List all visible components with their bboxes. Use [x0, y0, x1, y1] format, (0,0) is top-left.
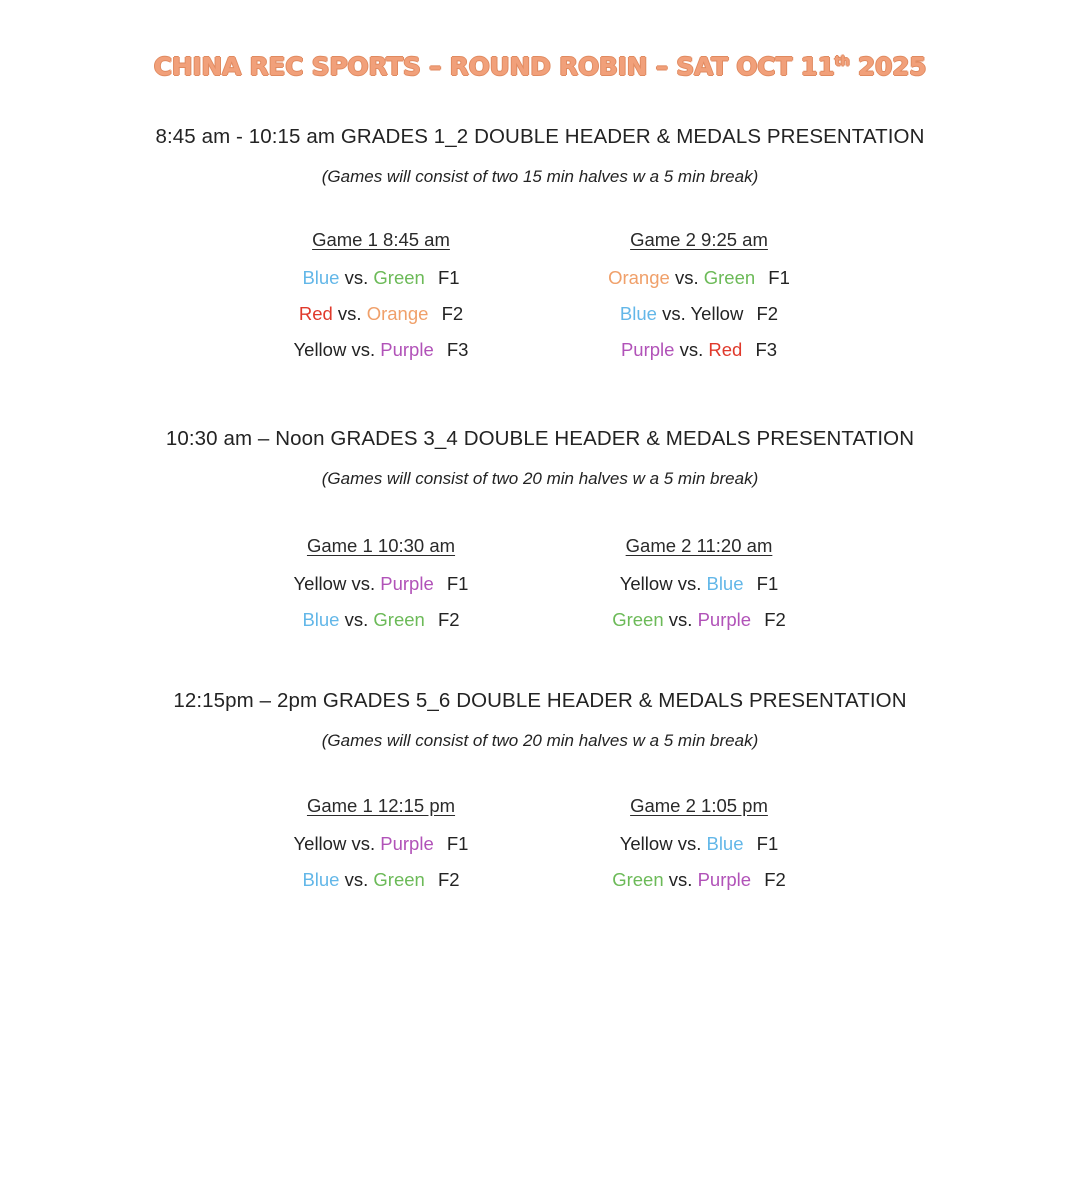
field-label: F2 [437, 609, 460, 630]
team-name: Orange [366, 303, 429, 324]
team-name: Yellow [619, 833, 673, 854]
team-name: Green [612, 609, 664, 630]
matchup-row [549, 609, 849, 631]
game-column [549, 795, 849, 905]
game-column [231, 535, 531, 645]
field-label: F1 [756, 573, 779, 594]
vs-label: vs. [351, 573, 376, 594]
team-name: Green [703, 267, 756, 288]
field-label: F2 [441, 303, 464, 324]
matchup-row [231, 303, 531, 325]
vs-label: vs. [668, 869, 693, 890]
page-title-ordinal: th [834, 54, 850, 70]
field-label: F2 [437, 869, 460, 890]
page-title [0, 52, 1080, 81]
session-grades-3-4 [0, 427, 1080, 645]
vs-label: vs. [662, 303, 686, 324]
team-name: Red [708, 339, 743, 360]
game-title: Game 2 1:05 pm [630, 795, 768, 816]
field-label: F3 [446, 339, 469, 360]
matchup-row [549, 339, 849, 361]
game-column [549, 535, 849, 645]
game-column [231, 229, 531, 375]
team-name: Blue [706, 833, 744, 854]
game-title: Game 2 9:25 am [630, 229, 768, 250]
vs-label: vs. [337, 303, 362, 324]
field-label: F1 [437, 267, 460, 288]
game-title: Game 2 11:20 am [625, 535, 773, 556]
session-grades-5-6 [0, 689, 1080, 905]
games-row [0, 535, 1080, 645]
team-name: Green [373, 869, 425, 890]
game-title: Game 1 8:45 am [312, 229, 450, 250]
team-name: Yellow [293, 833, 347, 854]
team-name: Blue [706, 573, 744, 594]
game-title: Game 1 12:15 pm [306, 795, 456, 816]
field-label: F1 [446, 573, 469, 594]
session-grades-1-2 [0, 125, 1080, 375]
team-name: Blue [302, 609, 340, 630]
matchup-row [549, 833, 849, 855]
team-name: Orange [608, 267, 670, 288]
team-name: Yellow [293, 339, 347, 360]
matchup-row [549, 267, 849, 289]
team-name: Purple [380, 833, 434, 854]
team-name: Green [373, 267, 425, 288]
vs-label: vs. [344, 609, 369, 630]
team-name: Purple [380, 339, 434, 360]
field-label: F1 [768, 267, 790, 288]
game-title: Game 1 10:30 am [306, 535, 456, 556]
session-note: (Games will consist of two 15 min halves w a 5 min break) [321, 167, 759, 186]
vs-label: vs. [677, 833, 702, 854]
matchup-row [231, 869, 531, 891]
team-name: Red [298, 303, 333, 324]
team-name: Purple [620, 339, 675, 360]
team-name: Purple [697, 609, 752, 630]
matchup-row [231, 339, 531, 361]
vs-label: vs. [344, 267, 369, 288]
matchup-row [231, 573, 531, 595]
field-label: F1 [756, 833, 779, 854]
vs-label: vs. [351, 833, 376, 854]
field-label: F1 [446, 833, 469, 854]
team-name: Purple [380, 573, 434, 594]
field-label: F2 [764, 869, 786, 890]
vs-label: vs. [679, 339, 704, 360]
game-column [231, 795, 531, 905]
session-header: 10:30 am – Noon GRADES 3_4 DOUBLE HEADER & MEDALS PRESENTATION [165, 427, 915, 450]
vs-label: vs. [668, 609, 693, 630]
vs-label: vs. [674, 267, 699, 288]
team-name: Yellow [619, 573, 673, 594]
game-column [549, 229, 849, 375]
matchup-row [549, 303, 849, 325]
matchup-row [549, 869, 849, 891]
vs-label: vs. [344, 869, 369, 890]
vs-label: vs. [677, 573, 702, 594]
games-row [0, 795, 1080, 905]
team-name: Blue [302, 267, 340, 288]
team-name: Yellow [293, 573, 347, 594]
team-name: Green [373, 609, 425, 630]
team-name: Purple [697, 869, 752, 890]
schedule-page [0, 52, 1080, 1194]
matchup-row [231, 609, 531, 631]
matchup-row [549, 573, 849, 595]
matchup-row [231, 833, 531, 855]
field-label: F2 [764, 609, 786, 630]
page-title-year: 2025 [849, 52, 927, 81]
team-name: Blue [302, 869, 340, 890]
team-name: Green [612, 869, 664, 890]
session-note: (Games will consist of two 20 min halves w a 5 min break) [321, 731, 759, 750]
field-label: F3 [755, 339, 778, 360]
games-row [0, 229, 1080, 375]
field-label: F2 [756, 303, 779, 324]
team-name: Blue [619, 303, 657, 324]
session-header: 8:45 am - 10:15 am GRADES 1_2 DOUBLE HEADER & MEDALS PRESENTATION [155, 125, 925, 148]
matchup-row [231, 267, 531, 289]
session-note: (Games will consist of two 20 min halves w a 5 min break) [321, 469, 759, 488]
vs-label: vs. [351, 339, 376, 360]
session-header: 12:15pm – 2pm GRADES 5_6 DOUBLE HEADER & MEDALS PRESENTATION [173, 689, 907, 712]
page-title-main: CHINA REC SPORTS – ROUND ROBIN – SAT OCT 11 [153, 52, 835, 81]
team-name: Yellow [690, 303, 744, 324]
